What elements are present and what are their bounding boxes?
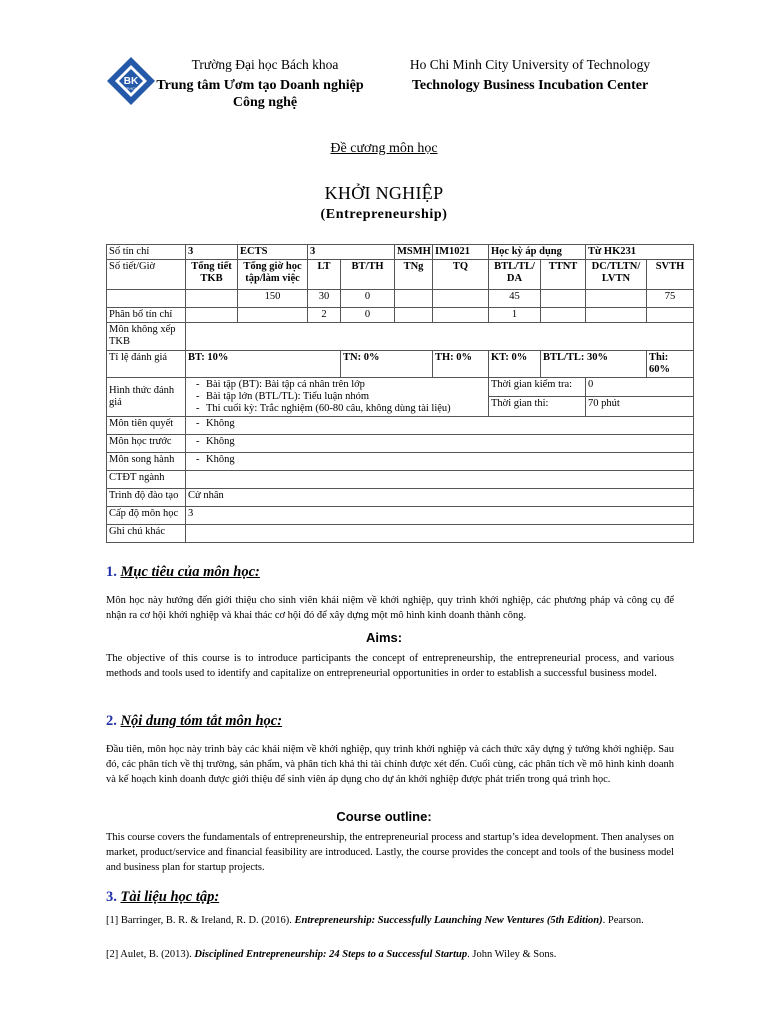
table-row [107,471,694,489]
table-cell: 45 [489,290,541,308]
table-cell: Hình thức đánh giá [107,378,186,417]
table-cell [395,308,433,323]
table-cell: Cấp độ môn học [107,507,186,525]
header-university-vn: Trường Đại học Bách khoa [191,57,339,72]
table-cell: TQ [433,260,489,290]
syllabus-heading: Đề cương môn học [330,141,438,156]
section-3-heading [106,889,219,906]
table-cell: 0 [341,290,395,308]
table-cell: Tỉ lệ đánh giá [107,351,186,378]
table-cell: Học kỳ áp dụng [489,245,586,260]
reference-1 [106,914,674,928]
table-cell: 150 [238,290,308,308]
table-cell: IM1021 [433,245,489,260]
table-cell [586,308,647,323]
course-title: KHỞI NGHIỆP [324,183,444,203]
table-cell: Số tín chỉ [107,245,186,260]
table-cell: LT [308,260,341,290]
section-1-heading [106,564,260,581]
assessment-list-cell [186,378,489,417]
table-cell: 3 [308,245,395,260]
table-row [107,245,694,260]
reference-2-title: Disciplined Entrepreneurship: 24 Steps to a Successful Startup [194,949,468,960]
table-cell: BT: 10% [186,351,341,378]
assessment-list [188,379,486,415]
table-cell: 2 [308,308,341,323]
header-center-vn-cont: Công nghệ [232,95,298,110]
list-item: - Bài tập (BT): Bài tập cá nhân trên lớp [188,379,486,391]
table-cell: 3 [186,245,238,260]
section-number: 2. [106,713,117,729]
course-outline-heading: Course outline: [336,809,432,824]
logo-subtext: TP.HCM [124,87,138,91]
table-cell: Thi: 60% [647,351,694,378]
section-2-heading [106,713,282,730]
table-cell [541,290,586,308]
table-row [107,417,694,435]
list-item: - Không [188,418,691,430]
table-cell: BTL/TL/ DA [489,260,541,290]
table-row [107,378,694,397]
table-cell [186,435,694,453]
table-cell [647,308,694,323]
table-cell [433,290,489,308]
table-cell: Ghi chú khác [107,525,186,543]
list-item: - Bài tập lớn (BTL/TL): Tiểu luận nhóm [188,391,486,403]
section-title: Tài liệu học tập: [120,889,220,905]
aims-text: The objective of this course is to introduce participants the concept of entrepreneurship, the entrepreneurial process, and various methods and tools used to identify and capitalize on entrepreneurial opportunities in order to establish a successful business model. [106,653,674,679]
table-cell [107,290,186,308]
table-cell: 3 [186,507,694,525]
table-cell [586,290,647,308]
section-title: Nội dung tóm tắt môn học: [120,713,283,729]
table-cell: 0 [341,308,395,323]
table-cell: 70 phút [586,397,694,417]
table-cell: TN: 0% [341,351,433,378]
table-cell: Thời gian thi: [489,397,586,417]
table-cell [186,471,694,489]
table-cell: Số tiết/Giờ [107,260,186,290]
table-cell: TNg [395,260,433,290]
table-cell: Tổng giờ học tập/làm việc [238,260,308,290]
table-cell: 0 [586,378,694,397]
section-2-vn-text: Đầu tiên, môn học này trình bày các khái niệm về khởi nghiệp, quy trình khởi nghiệp và cách thức xây dựng ý tưởng khởi nghiệp. Sau đó, các phân tích về thị trường, sản phẩm, và phân tích khả thi tài chính được xét đến. Cuối cùng, các phân tích về mô hình kinh doanh và kế hoạch kinh doanh được giới thiệu để sinh viên áp dụng cho dự án khởi nghiệp được phát triển trong quá trình học. [106,744,674,785]
table-row [107,351,694,378]
table-cell: BT/TH [341,260,395,290]
course-subtitle: (Entrepreneurship) [320,207,448,222]
table-row [107,290,694,308]
table-cell [186,323,694,351]
section-1-vn-text: Môn học này hướng đến giới thiệu cho sinh viên khái niệm về khởi nghiệp, quy trình khởi nghiệp, các phương pháp và công cụ để nhận ra cơ hội khởi nghiệp và khai thác cơ hội đó để xây dựng một mô hình kinh doanh thành công. [106,595,674,621]
logo-text: BK [123,76,139,87]
reference-2 [106,948,674,962]
table-cell: Môn không xếp TKB [107,323,186,351]
course-info-table [106,244,694,543]
table-cell: 75 [647,290,694,308]
table-cell [186,525,694,543]
reference-1-title: Entrepreneurship: Successfully Launching New Ventures (5th Edition) [294,915,603,926]
table-cell [395,290,433,308]
reference-1-publisher: . Pearson. [602,915,644,926]
table-cell: Phân bổ tín chỉ [107,308,186,323]
section-number: 1. [106,564,117,580]
table-cell: CTĐT ngành [107,471,186,489]
list-item: - Thi cuối kỳ: Trắc nghiệm (60-80 câu, không dùng tài liệu) [188,403,486,415]
table-cell: Trình độ đào tạo [107,489,186,507]
table-cell: DC/TLTN/ LVTN [586,260,647,290]
table-cell: BTL/TL: 30% [541,351,647,378]
table-cell [186,453,694,471]
course-outline-text: This course covers the fundamentals of entrepreneurship, the entrepreneurial process and startup’s idea development. Then analyses on market, product/service and financial feasibility are introduced. Lastly, the course provides the concept and tools of the business model and business plan for startup projects. [106,832,674,873]
table-cell [238,308,308,323]
table-cell [186,290,238,308]
table-cell: Cử nhân [186,489,694,507]
table-row [107,489,694,507]
list-item: - Không [188,454,691,466]
table-cell: MSMH [395,245,433,260]
table-cell: 30 [308,290,341,308]
table-cell: ECTS [238,245,308,260]
table-row [107,323,694,351]
reference-2-authors: [2] Aulet, B. (2013). [106,949,195,960]
table-row [107,453,694,471]
table-cell: Môn học trước [107,435,186,453]
table-row [107,308,694,323]
aims-heading: Aims: [365,630,403,645]
table-cell: Môn tiên quyết [107,417,186,435]
table-row [107,435,694,453]
section-title: Mục tiêu của môn học: [120,564,260,580]
table-row [107,260,694,290]
header-center-en: Technology Business Incubation Center [411,78,649,93]
table-cell: TTNT [541,260,586,290]
header-center-vn: Trung tâm Ươm tạo Doanh nghiệp [156,78,364,93]
table-cell: SVTH [647,260,694,290]
table-cell [541,308,586,323]
table-cell: 1 [489,308,541,323]
table-cell: Môn song hành [107,453,186,471]
table-cell: Từ HK231 [586,245,694,260]
section-number: 3. [106,889,117,905]
reference-2-publisher: . John Wiley & Sons. [467,949,557,960]
table-cell [186,308,238,323]
table-row [107,525,694,543]
table-row [107,507,694,525]
table-cell: TH: 0% [433,351,489,378]
table-cell: KT: 0% [489,351,541,378]
header-university-en: Ho Chi Minh City University of Technology [409,57,651,72]
reference-1-authors: [1] Barringer, B. R. & Ireland, R. D. (2016). [106,915,295,926]
table-cell: Tổng tiết TKB [186,260,238,290]
table-cell [186,417,694,435]
table-cell [433,308,489,323]
table-cell: Thời gian kiểm tra: [489,378,586,397]
list-item: - Không [188,436,691,448]
